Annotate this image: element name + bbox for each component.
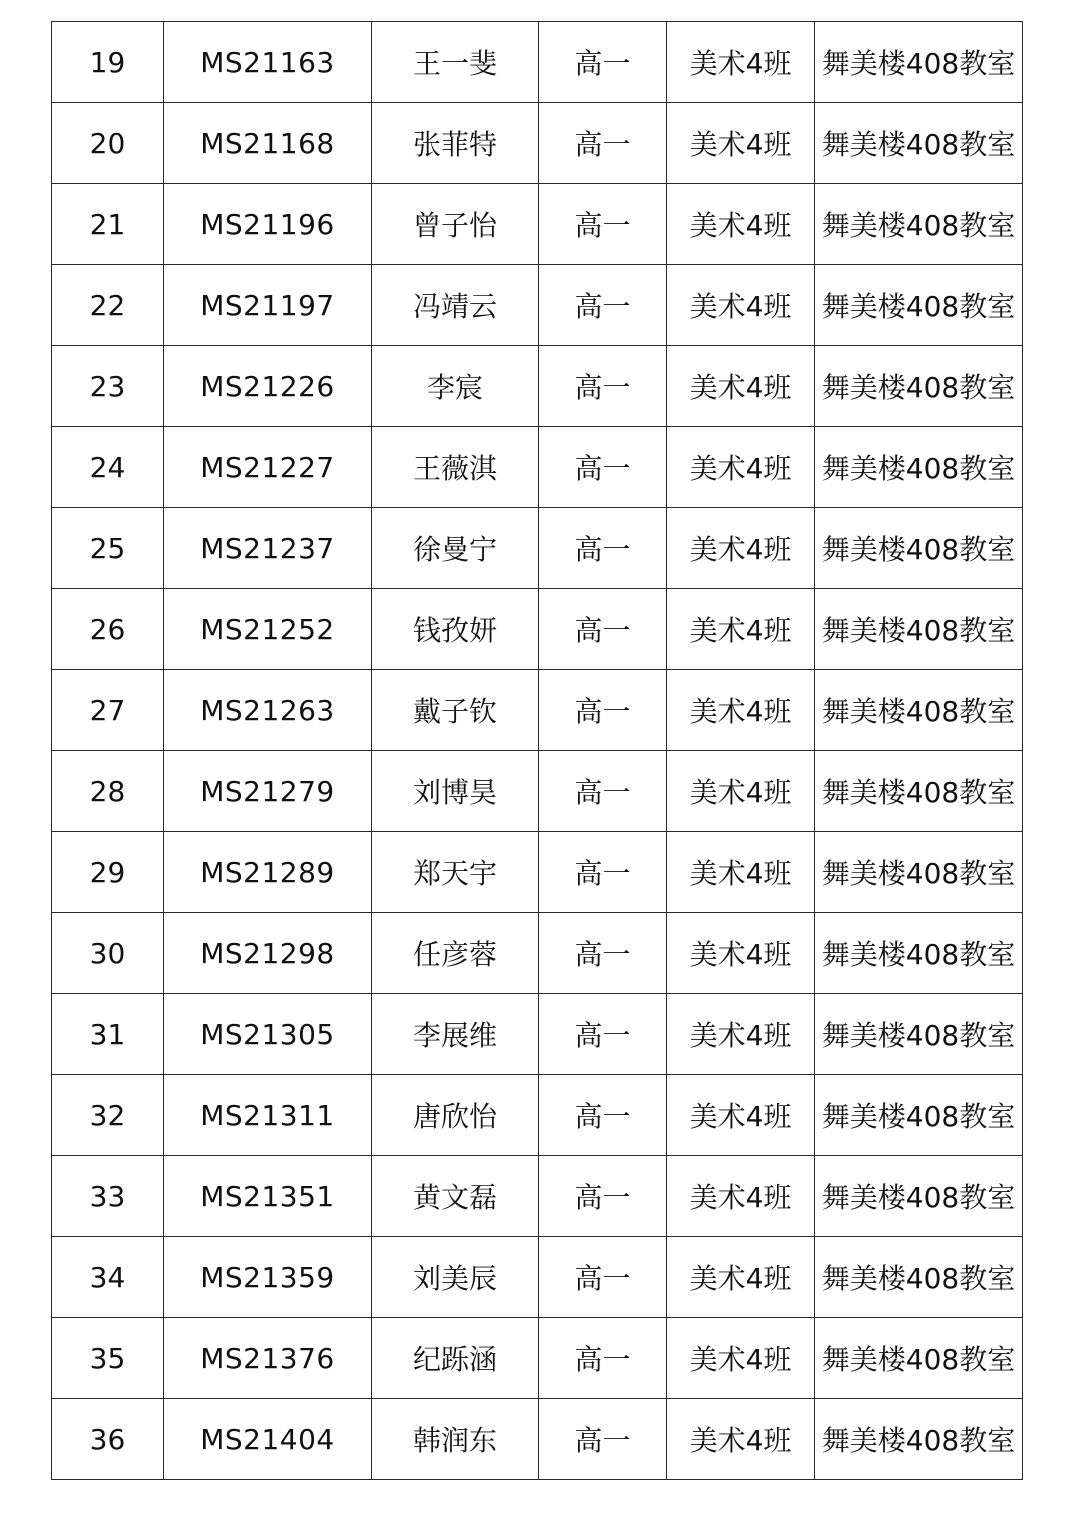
student-id-cell: MS21227 — [164, 427, 372, 508]
table-row — [52, 751, 1023, 832]
seq-number-cell: 36 — [52, 1399, 164, 1480]
table-row — [52, 427, 1023, 508]
table-row — [52, 832, 1023, 913]
class-cell: 美术4班 — [667, 751, 815, 832]
student-id-cell: MS21163 — [164, 22, 372, 103]
grade-cell: 高一 — [539, 1318, 667, 1399]
exam-room-cell: 舞美楼408教室 — [815, 508, 1023, 589]
seq-number-cell: 26 — [52, 589, 164, 670]
table-row — [52, 265, 1023, 346]
student-name-cell: 李展维 — [372, 994, 539, 1075]
exam-room-cell: 舞美楼408教室 — [815, 1318, 1023, 1399]
student-id-cell: MS21305 — [164, 994, 372, 1075]
exam-room-cell: 舞美楼408教室 — [815, 994, 1023, 1075]
seq-number-cell: 28 — [52, 751, 164, 832]
class-cell: 美术4班 — [667, 265, 815, 346]
exam-room-cell: 舞美楼408教室 — [815, 265, 1023, 346]
student-name-cell: 黄文磊 — [372, 1156, 539, 1237]
student-name-cell: 戴子钦 — [372, 670, 539, 751]
student-id-cell: MS21351 — [164, 1156, 372, 1237]
seq-number-cell: 25 — [52, 508, 164, 589]
exam-room-cell: 舞美楼408教室 — [815, 22, 1023, 103]
class-cell: 美术4班 — [667, 184, 815, 265]
student-name-cell: 张菲特 — [372, 103, 539, 184]
student-name-cell: 刘博昊 — [372, 751, 539, 832]
seq-number-cell: 22 — [52, 265, 164, 346]
grade-cell: 高一 — [539, 1399, 667, 1480]
exam-room-cell: 舞美楼408教室 — [815, 589, 1023, 670]
exam-room-cell: 舞美楼408教室 — [815, 103, 1023, 184]
student-id-cell: MS21279 — [164, 751, 372, 832]
grade-cell: 高一 — [539, 994, 667, 1075]
student-roster-table — [51, 21, 1023, 1480]
table-row — [52, 913, 1023, 994]
student-name-cell: 刘美辰 — [372, 1237, 539, 1318]
table-row — [52, 103, 1023, 184]
table-row — [52, 1075, 1023, 1156]
student-id-cell: MS21289 — [164, 832, 372, 913]
seq-number-cell: 34 — [52, 1237, 164, 1318]
student-name-cell: 任彦蓉 — [372, 913, 539, 994]
grade-cell: 高一 — [539, 670, 667, 751]
seq-number-cell: 31 — [52, 994, 164, 1075]
student-name-cell: 冯靖云 — [372, 265, 539, 346]
grade-cell: 高一 — [539, 346, 667, 427]
class-cell: 美术4班 — [667, 1399, 815, 1480]
class-cell: 美术4班 — [667, 103, 815, 184]
table-row — [52, 1318, 1023, 1399]
seq-number-cell: 27 — [52, 670, 164, 751]
grade-cell: 高一 — [539, 589, 667, 670]
class-cell: 美术4班 — [667, 1318, 815, 1399]
grade-cell: 高一 — [539, 508, 667, 589]
class-cell: 美术4班 — [667, 508, 815, 589]
grade-cell: 高一 — [539, 751, 667, 832]
seq-number-cell: 29 — [52, 832, 164, 913]
class-cell: 美术4班 — [667, 22, 815, 103]
student-id-cell: MS21197 — [164, 265, 372, 346]
exam-room-cell: 舞美楼408教室 — [815, 1156, 1023, 1237]
exam-room-cell: 舞美楼408教室 — [815, 1399, 1023, 1480]
grade-cell: 高一 — [539, 427, 667, 508]
table-row — [52, 346, 1023, 427]
table-row — [52, 22, 1023, 103]
exam-room-cell: 舞美楼408教室 — [815, 832, 1023, 913]
seq-number-cell: 19 — [52, 22, 164, 103]
roster-body — [52, 22, 1023, 1480]
exam-room-cell: 舞美楼408教室 — [815, 751, 1023, 832]
student-id-cell: MS21404 — [164, 1399, 372, 1480]
student-id-cell: MS21298 — [164, 913, 372, 994]
class-cell: 美术4班 — [667, 1156, 815, 1237]
table-row — [52, 184, 1023, 265]
student-name-cell: 唐欣怡 — [372, 1075, 539, 1156]
document-page — [51, 21, 1022, 1480]
grade-cell: 高一 — [539, 1075, 667, 1156]
class-cell: 美术4班 — [667, 346, 815, 427]
grade-cell: 高一 — [539, 1237, 667, 1318]
exam-room-cell: 舞美楼408教室 — [815, 913, 1023, 994]
table-row — [52, 508, 1023, 589]
class-cell: 美术4班 — [667, 1237, 815, 1318]
grade-cell: 高一 — [539, 265, 667, 346]
grade-cell: 高一 — [539, 184, 667, 265]
student-id-cell: MS21359 — [164, 1237, 372, 1318]
student-id-cell: MS21376 — [164, 1318, 372, 1399]
class-cell: 美术4班 — [667, 913, 815, 994]
grade-cell: 高一 — [539, 22, 667, 103]
exam-room-cell: 舞美楼408教室 — [815, 346, 1023, 427]
grade-cell: 高一 — [539, 1156, 667, 1237]
student-name-cell: 李宸 — [372, 346, 539, 427]
seq-number-cell: 35 — [52, 1318, 164, 1399]
student-name-cell: 曾子怡 — [372, 184, 539, 265]
seq-number-cell: 23 — [52, 346, 164, 427]
student-name-cell: 纪跞涵 — [372, 1318, 539, 1399]
seq-number-cell: 20 — [52, 103, 164, 184]
table-row — [52, 1399, 1023, 1480]
table-row — [52, 1156, 1023, 1237]
student-id-cell: MS21237 — [164, 508, 372, 589]
student-id-cell: MS21196 — [164, 184, 372, 265]
class-cell: 美术4班 — [667, 427, 815, 508]
student-id-cell: MS21226 — [164, 346, 372, 427]
exam-room-cell: 舞美楼408教室 — [815, 1237, 1023, 1318]
class-cell: 美术4班 — [667, 1075, 815, 1156]
table-row — [52, 994, 1023, 1075]
class-cell: 美术4班 — [667, 670, 815, 751]
class-cell: 美术4班 — [667, 589, 815, 670]
grade-cell: 高一 — [539, 913, 667, 994]
exam-room-cell: 舞美楼408教室 — [815, 184, 1023, 265]
class-cell: 美术4班 — [667, 994, 815, 1075]
student-name-cell: 王薇淇 — [372, 427, 539, 508]
grade-cell: 高一 — [539, 103, 667, 184]
seq-number-cell: 30 — [52, 913, 164, 994]
seq-number-cell: 24 — [52, 427, 164, 508]
student-id-cell: MS21252 — [164, 589, 372, 670]
student-name-cell: 郑天宇 — [372, 832, 539, 913]
student-name-cell: 徐曼宁 — [372, 508, 539, 589]
exam-room-cell: 舞美楼408教室 — [815, 427, 1023, 508]
student-name-cell: 钱孜妍 — [372, 589, 539, 670]
class-cell: 美术4班 — [667, 832, 815, 913]
student-name-cell: 韩润东 — [372, 1399, 539, 1480]
table-row — [52, 670, 1023, 751]
student-id-cell: MS21263 — [164, 670, 372, 751]
student-id-cell: MS21168 — [164, 103, 372, 184]
exam-room-cell: 舞美楼408教室 — [815, 1075, 1023, 1156]
table-row — [52, 589, 1023, 670]
seq-number-cell: 21 — [52, 184, 164, 265]
student-name-cell: 王一斐 — [372, 22, 539, 103]
grade-cell: 高一 — [539, 832, 667, 913]
table-row — [52, 1237, 1023, 1318]
student-id-cell: MS21311 — [164, 1075, 372, 1156]
seq-number-cell: 33 — [52, 1156, 164, 1237]
seq-number-cell: 32 — [52, 1075, 164, 1156]
exam-room-cell: 舞美楼408教室 — [815, 670, 1023, 751]
